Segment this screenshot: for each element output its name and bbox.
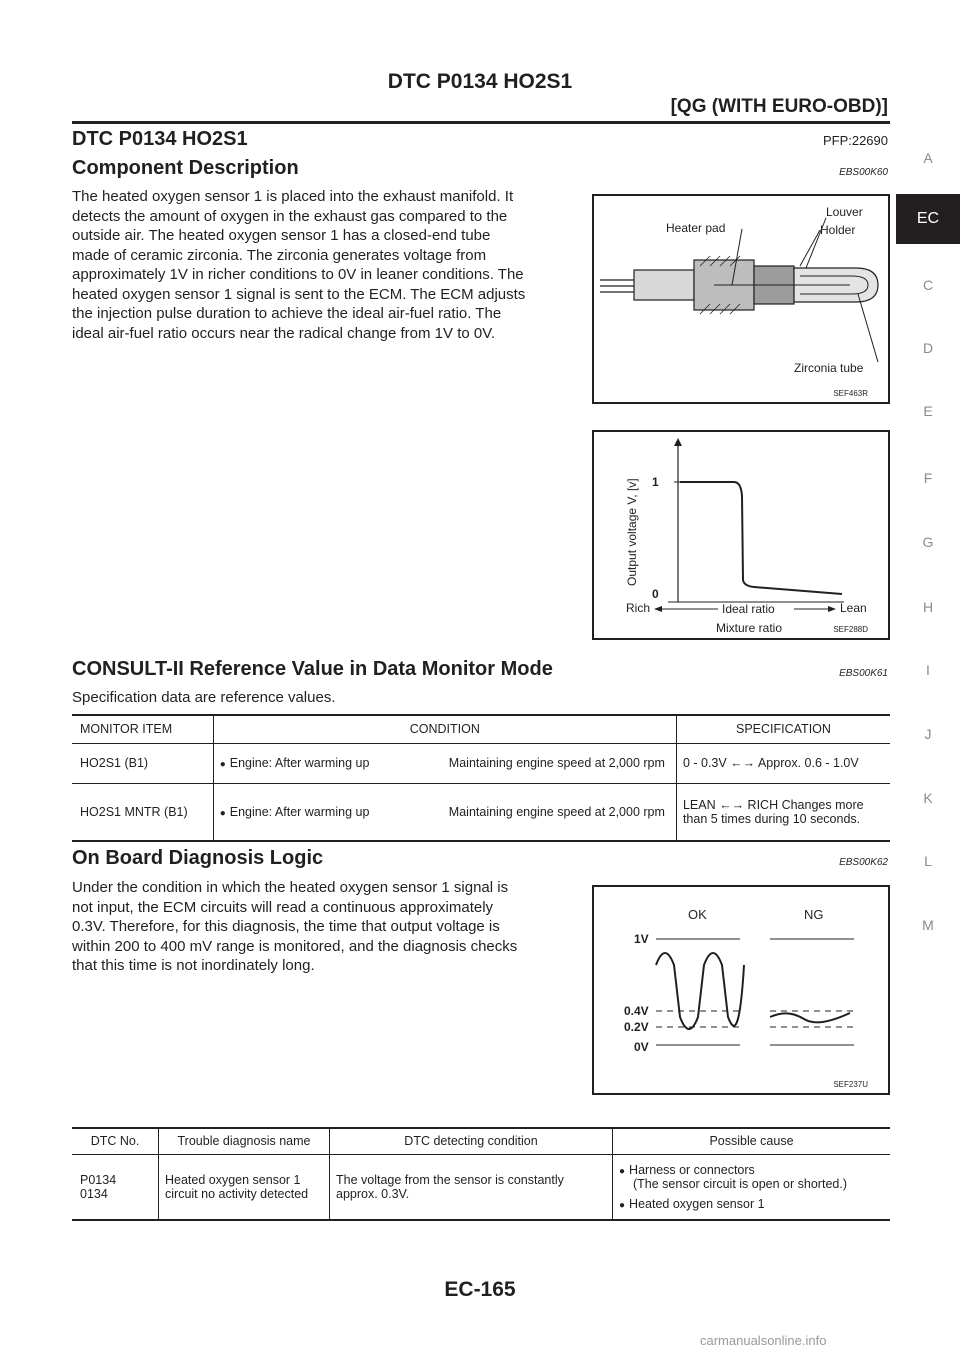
zirconia-tube-label: Zirconia tube [794, 361, 864, 375]
obd-description: Under the condition in which the heated oxygen sensor 1 signal is not input, the ECM circuits will read a continuous approximately 0.3V. Therefore, for this diagnosis, the time that output voltage is within 200 to 400 mV range is monitored, and the diagnosis checks that this time is not inordinately long. [72, 879, 518, 974]
ok-ng-waveform-figure [592, 885, 890, 1095]
specification: 0 - 0.3V ←→ Approx. 0.6 - 1.0V [676, 743, 890, 783]
figure-code: SEF288D [833, 625, 868, 634]
louver-label: Louver [826, 205, 863, 219]
tab-h[interactable]: H [922, 599, 934, 615]
table-row [72, 783, 890, 841]
consult-heading: CONSULT-II Reference Value in Data Monitor Mode [72, 658, 553, 680]
heater-pad-label: Heater pad [666, 221, 726, 235]
dtc-table [72, 1127, 890, 1221]
col-possible-cause: Possible cause [613, 1128, 891, 1154]
condition: ● Engine: After warming up [220, 756, 370, 770]
dtc-number: P0134 0134 [80, 1172, 117, 1201]
tab-g[interactable]: G [922, 534, 934, 550]
tab-d[interactable]: D [922, 340, 934, 356]
tab-l[interactable]: L [924, 853, 932, 869]
level-02v: 0.2V [624, 1020, 649, 1034]
monitor-item: HO2S1 MNTR (B1) [80, 804, 188, 819]
section-title: DTC P0134 HO2S1 [72, 128, 248, 150]
header-title: DTC P0134 HO2S1 [387, 70, 573, 93]
holder-label: Holder [820, 223, 856, 237]
tab-ec[interactable]: EC [896, 194, 960, 244]
col-detecting-condition: DTC detecting condition [330, 1128, 613, 1154]
tab-f[interactable]: F [923, 470, 933, 486]
tab-a[interactable]: A [923, 150, 933, 166]
sensor-cross-section-figure [592, 194, 890, 404]
watermark: carmanualsonline.info [700, 1333, 827, 1348]
level-04v: 0.4V [624, 1004, 649, 1018]
consult-table [72, 714, 890, 842]
header-subtitle: [QG (WITH EURO-OBD)] [670, 96, 888, 117]
tab-e[interactable]: E [923, 403, 933, 419]
obd-heading: On Board Diagnosis Logic [72, 847, 324, 869]
specification: LEAN ←→ RICH Changes more than 5 times during 10 seconds. [676, 783, 890, 841]
monitor-item: HO2S1 (B1) [80, 756, 149, 770]
condition-detail: Maintaining engine speed at 2,000 rpm [448, 756, 665, 770]
col-monitor-item: MONITOR ITEM [80, 722, 173, 737]
tab-j[interactable]: J [924, 726, 932, 742]
pfp-code: PFP:22690 [822, 133, 888, 148]
component-heading: Component Description [72, 157, 299, 179]
y-axis-label: Output voltage V, [v] [625, 478, 639, 586]
col-specification: SPECIFICATION [676, 715, 890, 743]
col-trouble-name: Trouble diagnosis name [159, 1128, 330, 1154]
condition: ● Engine: After warming up [220, 805, 370, 819]
component-code: EBS00K60 [839, 167, 888, 178]
x-axis-label: Mixture ratio [716, 621, 783, 635]
tab-c[interactable]: C [922, 277, 934, 293]
tab-m[interactable]: M [922, 917, 934, 933]
header-rule [72, 121, 890, 124]
level-0v: 0V [634, 1040, 649, 1054]
sensor-diagram [594, 196, 888, 402]
consult-note: Specification data are reference values. [72, 689, 336, 706]
y-tick-0: 0 [652, 587, 659, 601]
table-row [72, 1154, 890, 1220]
consult-code: EBS00K61 [839, 668, 888, 679]
waveform-diagram [594, 887, 888, 1093]
figure-code: SEF463R [833, 389, 868, 398]
col-condition: CONDITION [213, 715, 676, 743]
tab-i[interactable]: I [926, 662, 930, 678]
page-number: EC-165 [444, 1278, 516, 1301]
voltage-curve-chart [594, 432, 888, 638]
detecting-condition: The voltage from the sensor is constantly approx. 0.3V. [330, 1154, 613, 1220]
obd-code: EBS00K62 [839, 857, 888, 868]
level-1v: 1V [634, 932, 649, 946]
possible-cause: ● Harness or connectors (The sensor circuit is open or shorted.) ● Heated oxygen sensor 1 [613, 1154, 891, 1220]
component-description: The heated oxygen sensor 1 is placed into the exhaust manifold. It detects the amount of oxygen in the exhaust gas compared to the outside air. The heated oxygen sensor 1 has a closed-end tube made of ceramic zirconia. The zirconia generates voltage from approximately 1V in richer conditions to 0V in leaner conditions. The heated oxygen sensor 1 signal is sent to the ECM. The ECM adjusts the injection pulse duration to achieve the ideal air-fuel ratio. The ideal air-fuel ratio occurs near the radical change from 1V to 0V. [72, 188, 526, 342]
ideal-ratio-label: Ideal ratio [722, 602, 775, 616]
voltage-curve-figure [592, 430, 890, 640]
table-row [72, 743, 890, 783]
condition-detail: Maintaining engine speed at 2,000 rpm [448, 804, 665, 819]
trouble-diagnosis-name: Heated oxygen sensor 1 circuit no activity detected [159, 1154, 330, 1220]
rich-label: Rich [626, 601, 651, 615]
tab-k[interactable]: K [923, 790, 933, 806]
figure-code: SEF237U [833, 1080, 868, 1089]
lean-label: Lean [840, 601, 867, 615]
ng-label: NG [804, 907, 824, 922]
col-dtc-no: DTC No. [90, 1134, 140, 1149]
y-tick-1: 1 [652, 475, 659, 489]
ok-label: OK [688, 907, 707, 922]
